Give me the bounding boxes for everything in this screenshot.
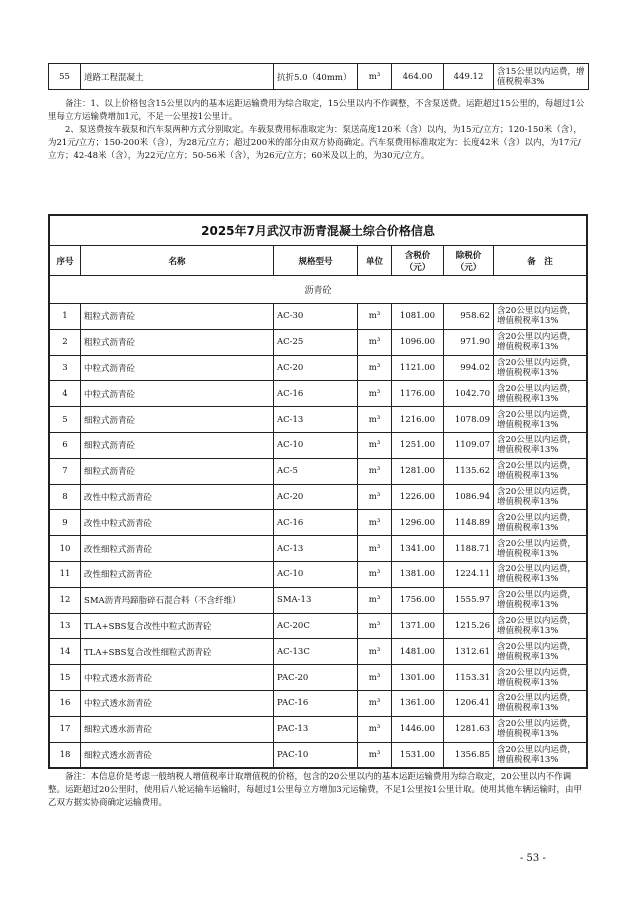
row-remark: 含20公里以内运费，增值税税率13% (494, 407, 587, 433)
row-index: 3 (50, 355, 81, 381)
row-index: 6 (50, 432, 81, 458)
row-remark: 含20公里以内运费，增值税税率13% (494, 458, 587, 484)
table-row (50, 742, 587, 768)
table-row (50, 665, 587, 691)
row-index: 16 (50, 690, 81, 716)
row-spec: AC-5 (274, 458, 358, 484)
row-price-incl-tax: 1341.00 (392, 536, 444, 562)
row-name: 改性中粒式沥青砼 (81, 484, 274, 510)
row-name: 改性中粒式沥青砼 (81, 510, 274, 536)
row-name: 中粒式沥青砼 (81, 381, 274, 407)
header-name: 名称 (81, 246, 274, 276)
row-price-excl-tax: 1148.89 (444, 510, 494, 536)
table-row (50, 690, 587, 716)
row-price-excl-tax: 1224.11 (444, 561, 494, 587)
row-price-excl-tax: 1188.71 (444, 536, 494, 562)
row-unit: m³ (358, 690, 392, 716)
row-remark: 含20公里以内运费，增值税税率13% (494, 613, 587, 639)
row-unit: m³ (358, 639, 392, 665)
row-name: 中粒式透水沥青砼 (81, 665, 274, 691)
header-price-excl-tax: 除税价（元） (444, 246, 494, 276)
row-price-excl-tax: 1153.31 (444, 665, 494, 691)
row-remark: 含20公里以内运费，增值税税率13% (494, 536, 587, 562)
table-row (50, 381, 587, 407)
row-price-incl-tax: 1361.00 (392, 690, 444, 716)
row-price-excl-tax: 1109.07 (444, 432, 494, 458)
row-spec: AC-20 (274, 484, 358, 510)
row-price-excl-tax: 1086.94 (444, 484, 494, 510)
row-index: 5 (50, 407, 81, 433)
row-price-incl-tax: 1176.00 (392, 381, 444, 407)
row-name: 道路工程混凝土 (81, 64, 274, 90)
row-price-incl-tax: 1121.00 (392, 355, 444, 381)
row-remark: 含15公里以内运费，增值税税率3% (494, 64, 589, 90)
row-name: 改性细粒式沥青砼 (81, 561, 274, 587)
row-index: 15 (50, 665, 81, 691)
row-price-incl-tax: 1446.00 (392, 716, 444, 742)
row-spec: PAC-13 (274, 716, 358, 742)
row-spec: AC-16 (274, 381, 358, 407)
header-spec: 规格型号 (274, 246, 358, 276)
row-index: 55 (49, 64, 81, 90)
row-price-incl-tax: 1081.00 (392, 304, 444, 330)
row-name: TLA+SBS复合改性中粒式沥青砼 (81, 613, 274, 639)
row-unit: m³ (358, 355, 392, 381)
row-unit: m³ (358, 381, 392, 407)
row-price-incl-tax: 1281.00 (392, 458, 444, 484)
row-spec: AC-10 (274, 561, 358, 587)
row-index: 1 (50, 304, 81, 330)
row-spec: AC-20C (274, 613, 358, 639)
row-remark: 含20公里以内运费，增值税税率13% (494, 432, 587, 458)
row-unit: m³ (358, 536, 392, 562)
header-remark: 备 注 (494, 246, 587, 276)
row-remark: 含20公里以内运费，增值税税率13% (494, 381, 587, 407)
row-index: 4 (50, 381, 81, 407)
row-unit: m³ (358, 716, 392, 742)
row-price-excl-tax: 1078.09 (444, 407, 494, 433)
row-remark: 含20公里以内运费，增值税税率13% (494, 304, 587, 330)
row-remark: 含20公里以内运费，增值税税率13% (494, 690, 587, 716)
row-price-incl-tax: 1371.00 (392, 613, 444, 639)
row-index: 14 (50, 639, 81, 665)
row-unit: m³ (358, 587, 392, 613)
row-index: 17 (50, 716, 81, 742)
row-name: 细粒式沥青砼 (81, 407, 274, 433)
row-spec: 抗折5.0（40mm） (274, 64, 358, 90)
row-unit: m³ (358, 64, 392, 90)
row-spec: AC-25 (274, 329, 358, 355)
row-name: 细粒式透水沥青砼 (81, 742, 274, 768)
row-spec: AC-10 (274, 432, 358, 458)
row-spec: PAC-16 (274, 690, 358, 716)
row-remark: 含20公里以内运费，增值税税率13% (494, 510, 587, 536)
row-unit: m³ (358, 432, 392, 458)
row-unit: m³ (358, 304, 392, 330)
table-row (50, 407, 587, 433)
section-heading: 沥青砼 (50, 276, 587, 304)
row-remark: 含20公里以内运费，增值税税率13% (494, 484, 587, 510)
asphalt-price-table (49, 215, 587, 768)
row-unit: m³ (358, 561, 392, 587)
row-price-incl-tax: 1096.00 (392, 329, 444, 355)
row-spec: PAC-10 (274, 742, 358, 768)
row-remark: 含20公里以内运费，增值税税率13% (494, 665, 587, 691)
row-index: 8 (50, 484, 81, 510)
row-spec: AC-16 (274, 510, 358, 536)
table-row (50, 561, 587, 587)
row-index: 13 (50, 613, 81, 639)
row-price-excl-tax: 1042.70 (444, 381, 494, 407)
row-price-excl-tax: 994.02 (444, 355, 494, 381)
row-price-excl-tax: 958.62 (444, 304, 494, 330)
row-remark: 含20公里以内运费，增值税税率13% (494, 742, 587, 768)
row-price-excl-tax: 1281.63 (444, 716, 494, 742)
row-name: 粗粒式沥青砼 (81, 304, 274, 330)
row-unit: m³ (358, 613, 392, 639)
row-index: 12 (50, 587, 81, 613)
table-row (50, 639, 587, 665)
top-notes (48, 98, 588, 163)
header-index: 序号 (50, 246, 81, 276)
table-row (50, 329, 587, 355)
row-index: 18 (50, 742, 81, 768)
table-row (50, 613, 587, 639)
row-price-excl-tax: 1312.61 (444, 639, 494, 665)
row-price-incl-tax: 1296.00 (392, 510, 444, 536)
row-price-incl-tax: 1216.00 (392, 407, 444, 433)
row-price-incl-tax: 1481.00 (392, 639, 444, 665)
row-price-incl-tax: 1756.00 (392, 587, 444, 613)
row-index: 11 (50, 561, 81, 587)
table-row (49, 64, 589, 90)
row-remark: 含20公里以内运费，增值税税率13% (494, 639, 587, 665)
row-unit: m³ (358, 407, 392, 433)
row-price-incl-tax: 1301.00 (392, 665, 444, 691)
row-unit: m³ (358, 742, 392, 768)
row-price-excl-tax: 1215.26 (444, 613, 494, 639)
header-price-incl-tax: 含税价（元） (392, 246, 444, 276)
note-line-2: 2、泵送费按车载泵和汽车泵两种方式分别取定。车载泵费用标准取定为：泵送高度120米（含）以内，为15元/立方；120-150米（含），为21元/立方；150-200米（含），为28元/立方；超过200米的部分由双方协商确定。汽车泵费用标准取定为：长度42米（含）以内，为17元/立方；42-48米（含），为22元/立方；50-56米（含），为26元/立方；60米及以上的，为30元/立方。 (48, 125, 582, 161)
row-unit: m³ (358, 510, 392, 536)
row-index: 7 (50, 458, 81, 484)
row-price-excl-tax: 1206.41 (444, 690, 494, 716)
table-row (50, 458, 587, 484)
table-row (50, 587, 587, 613)
previous-table-continuation (48, 63, 589, 90)
row-unit: m³ (358, 458, 392, 484)
table-row (50, 355, 587, 381)
row-name: 改性细粒式沥青砼 (81, 536, 274, 562)
row-index: 10 (50, 536, 81, 562)
row-remark: 含20公里以内运费，增值税税率13% (494, 355, 587, 381)
row-spec: AC-30 (274, 304, 358, 330)
row-price-excl-tax: 971.90 (444, 329, 494, 355)
bottom-note (48, 771, 588, 810)
row-spec: AC-20 (274, 355, 358, 381)
row-unit: m³ (358, 665, 392, 691)
table-title: 2025年7月武汉市沥青混凝土综合价格信息 (50, 216, 587, 246)
row-spec: PAC-20 (274, 665, 358, 691)
note-line-1: 备注：1、以上价格包含15公里以内的基本运距运输费用为综合取定，15公里以内不作调整，不含泵送费。运距超过15公里的，每超过1公里每立方运输费增加1元，不足一公里按1公里计。 (48, 99, 585, 122)
row-spec: SMA-13 (274, 587, 358, 613)
row-name: 中粒式透水沥青砼 (81, 690, 274, 716)
header-unit: 单位 (358, 246, 392, 276)
row-spec: AC-13 (274, 407, 358, 433)
table-header-row (50, 246, 587, 276)
row-spec: AC-13C (274, 639, 358, 665)
row-price-incl-tax: 1531.00 (392, 742, 444, 768)
row-name: 细粒式透水沥青砼 (81, 716, 274, 742)
row-name: TLA+SBS复合改性细粒式沥青砼 (81, 639, 274, 665)
row-index: 2 (50, 329, 81, 355)
row-price-excl-tax: 1135.62 (444, 458, 494, 484)
row-name: SMA沥青玛蹄脂碎石混合料（不含纤维） (81, 587, 274, 613)
row-name: 中粒式沥青砼 (81, 355, 274, 381)
row-unit: m³ (358, 329, 392, 355)
table-row (50, 484, 587, 510)
row-remark: 含20公里以内运费，增值税税率13% (494, 561, 587, 587)
row-name: 细粒式沥青砼 (81, 432, 274, 458)
table-row (50, 510, 587, 536)
row-price-incl-tax: 1251.00 (392, 432, 444, 458)
table-row (50, 716, 587, 742)
page-number: - 53 - (520, 853, 546, 864)
row-price-excl-tax: 449.12 (444, 64, 494, 90)
row-spec: AC-13 (274, 536, 358, 562)
row-price-incl-tax: 464.00 (392, 64, 444, 90)
table-row (50, 304, 587, 330)
row-index: 9 (50, 510, 81, 536)
asphalt-price-table-frame (48, 214, 588, 769)
row-price-incl-tax: 1226.00 (392, 484, 444, 510)
row-unit: m³ (358, 484, 392, 510)
row-remark: 含20公里以内运费，增值税税率13% (494, 716, 587, 742)
row-name: 粗粒式沥青砼 (81, 329, 274, 355)
row-remark: 含20公里以内运费，增值税税率13% (494, 587, 587, 613)
row-price-excl-tax: 1555.97 (444, 587, 494, 613)
table-row (50, 536, 587, 562)
row-name: 细粒式沥青砼 (81, 458, 274, 484)
row-remark: 含20公里以内运费，增值税税率13% (494, 329, 587, 355)
table-row (50, 432, 587, 458)
row-price-excl-tax: 1356.85 (444, 742, 494, 768)
row-price-incl-tax: 1381.00 (392, 561, 444, 587)
bottom-note-text: 备注：本信息价是考虑一般纳税人增值税率计取增值税的价格，包含的20公里以内的基本运距运输费用为综合取定，20公里以内不作调整。运距超过20公里时，使用后八轮运输车运输时，每超过1公里每立方增加3元运输费，不足1公里按1公里计取。使用其他车辆运输时，由甲乙双方据实协商确定运输费用。 (48, 772, 582, 808)
